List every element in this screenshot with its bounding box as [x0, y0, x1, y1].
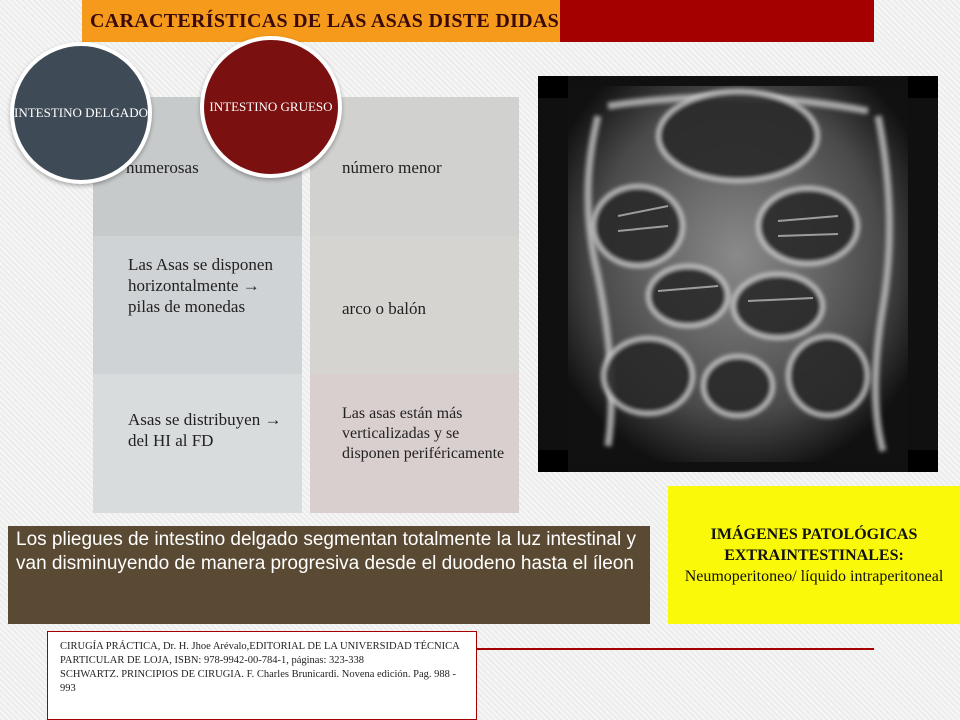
extraintestinal-findings-box	[668, 486, 960, 624]
extraintestinal-body: Neumoperitoneo/ líquido intraperitoneal	[684, 567, 944, 585]
grueso-column	[310, 97, 519, 513]
abdominal-xray-image	[538, 76, 938, 472]
intestino-delgado-label: INTESTINO DELGADO	[14, 105, 148, 120]
note-text: Los pliegues de intestino delgado segmentan totalmente la luz intestinal y van disminuyendo de manera progresiva desde el duodeno hasta el íleon	[16, 529, 637, 574]
extraintestinal-title: IMÁGENES PATOLÓGICAS EXTRAINTESTINALES:	[710, 525, 918, 564]
title-bar-red	[560, 0, 874, 42]
reference-1: CIRUGÍA PRÁCTICA, Dr. H. Jhoe Arévalo,EDITORIAL DE LA UNIVERSIDAD TÉCNICA PARTICULAR DE LOJA, ISBN: 978-9942-00-784-1, páginas: 323-338	[60, 641, 460, 666]
delgado-row-2-text: Las Asas se disponen horizontalmente → pilas de monedas	[128, 255, 273, 316]
references-box	[47, 631, 477, 720]
grueso-row-2-text: arco o balón	[342, 299, 427, 318]
grueso-row-1	[310, 97, 519, 236]
grueso-row-3	[310, 374, 519, 513]
delgado-row-3	[93, 374, 302, 513]
grueso-row-3-text: Las asas están más verticalizadas y se disponen periféricamente	[342, 405, 505, 462]
delgado-row-3-text: Asas se distribuyen → del HI al FD	[128, 410, 282, 450]
slide-title: CARACTERÍSTICAS DE LAS ASAS DISTE DIDAS	[90, 10, 560, 32]
divider-line	[462, 648, 874, 650]
delgado-row-1-text: numerosas	[126, 158, 199, 177]
intestino-grueso-label: INTESTINO GRUESO	[209, 99, 333, 114]
grueso-row-2	[310, 236, 519, 374]
delgado-row-2	[93, 236, 302, 374]
reference-2: SCHWARTZ. PRINCIPIOS DE CIRUGIA. F. Charles Brunicardi. Novena edición. Pag. 988 - 993	[60, 669, 457, 694]
grueso-row-1-text: número menor	[342, 158, 442, 177]
note-box	[8, 526, 650, 624]
intestino-grueso-circle	[200, 36, 342, 178]
intestino-delgado-circle	[10, 42, 152, 184]
